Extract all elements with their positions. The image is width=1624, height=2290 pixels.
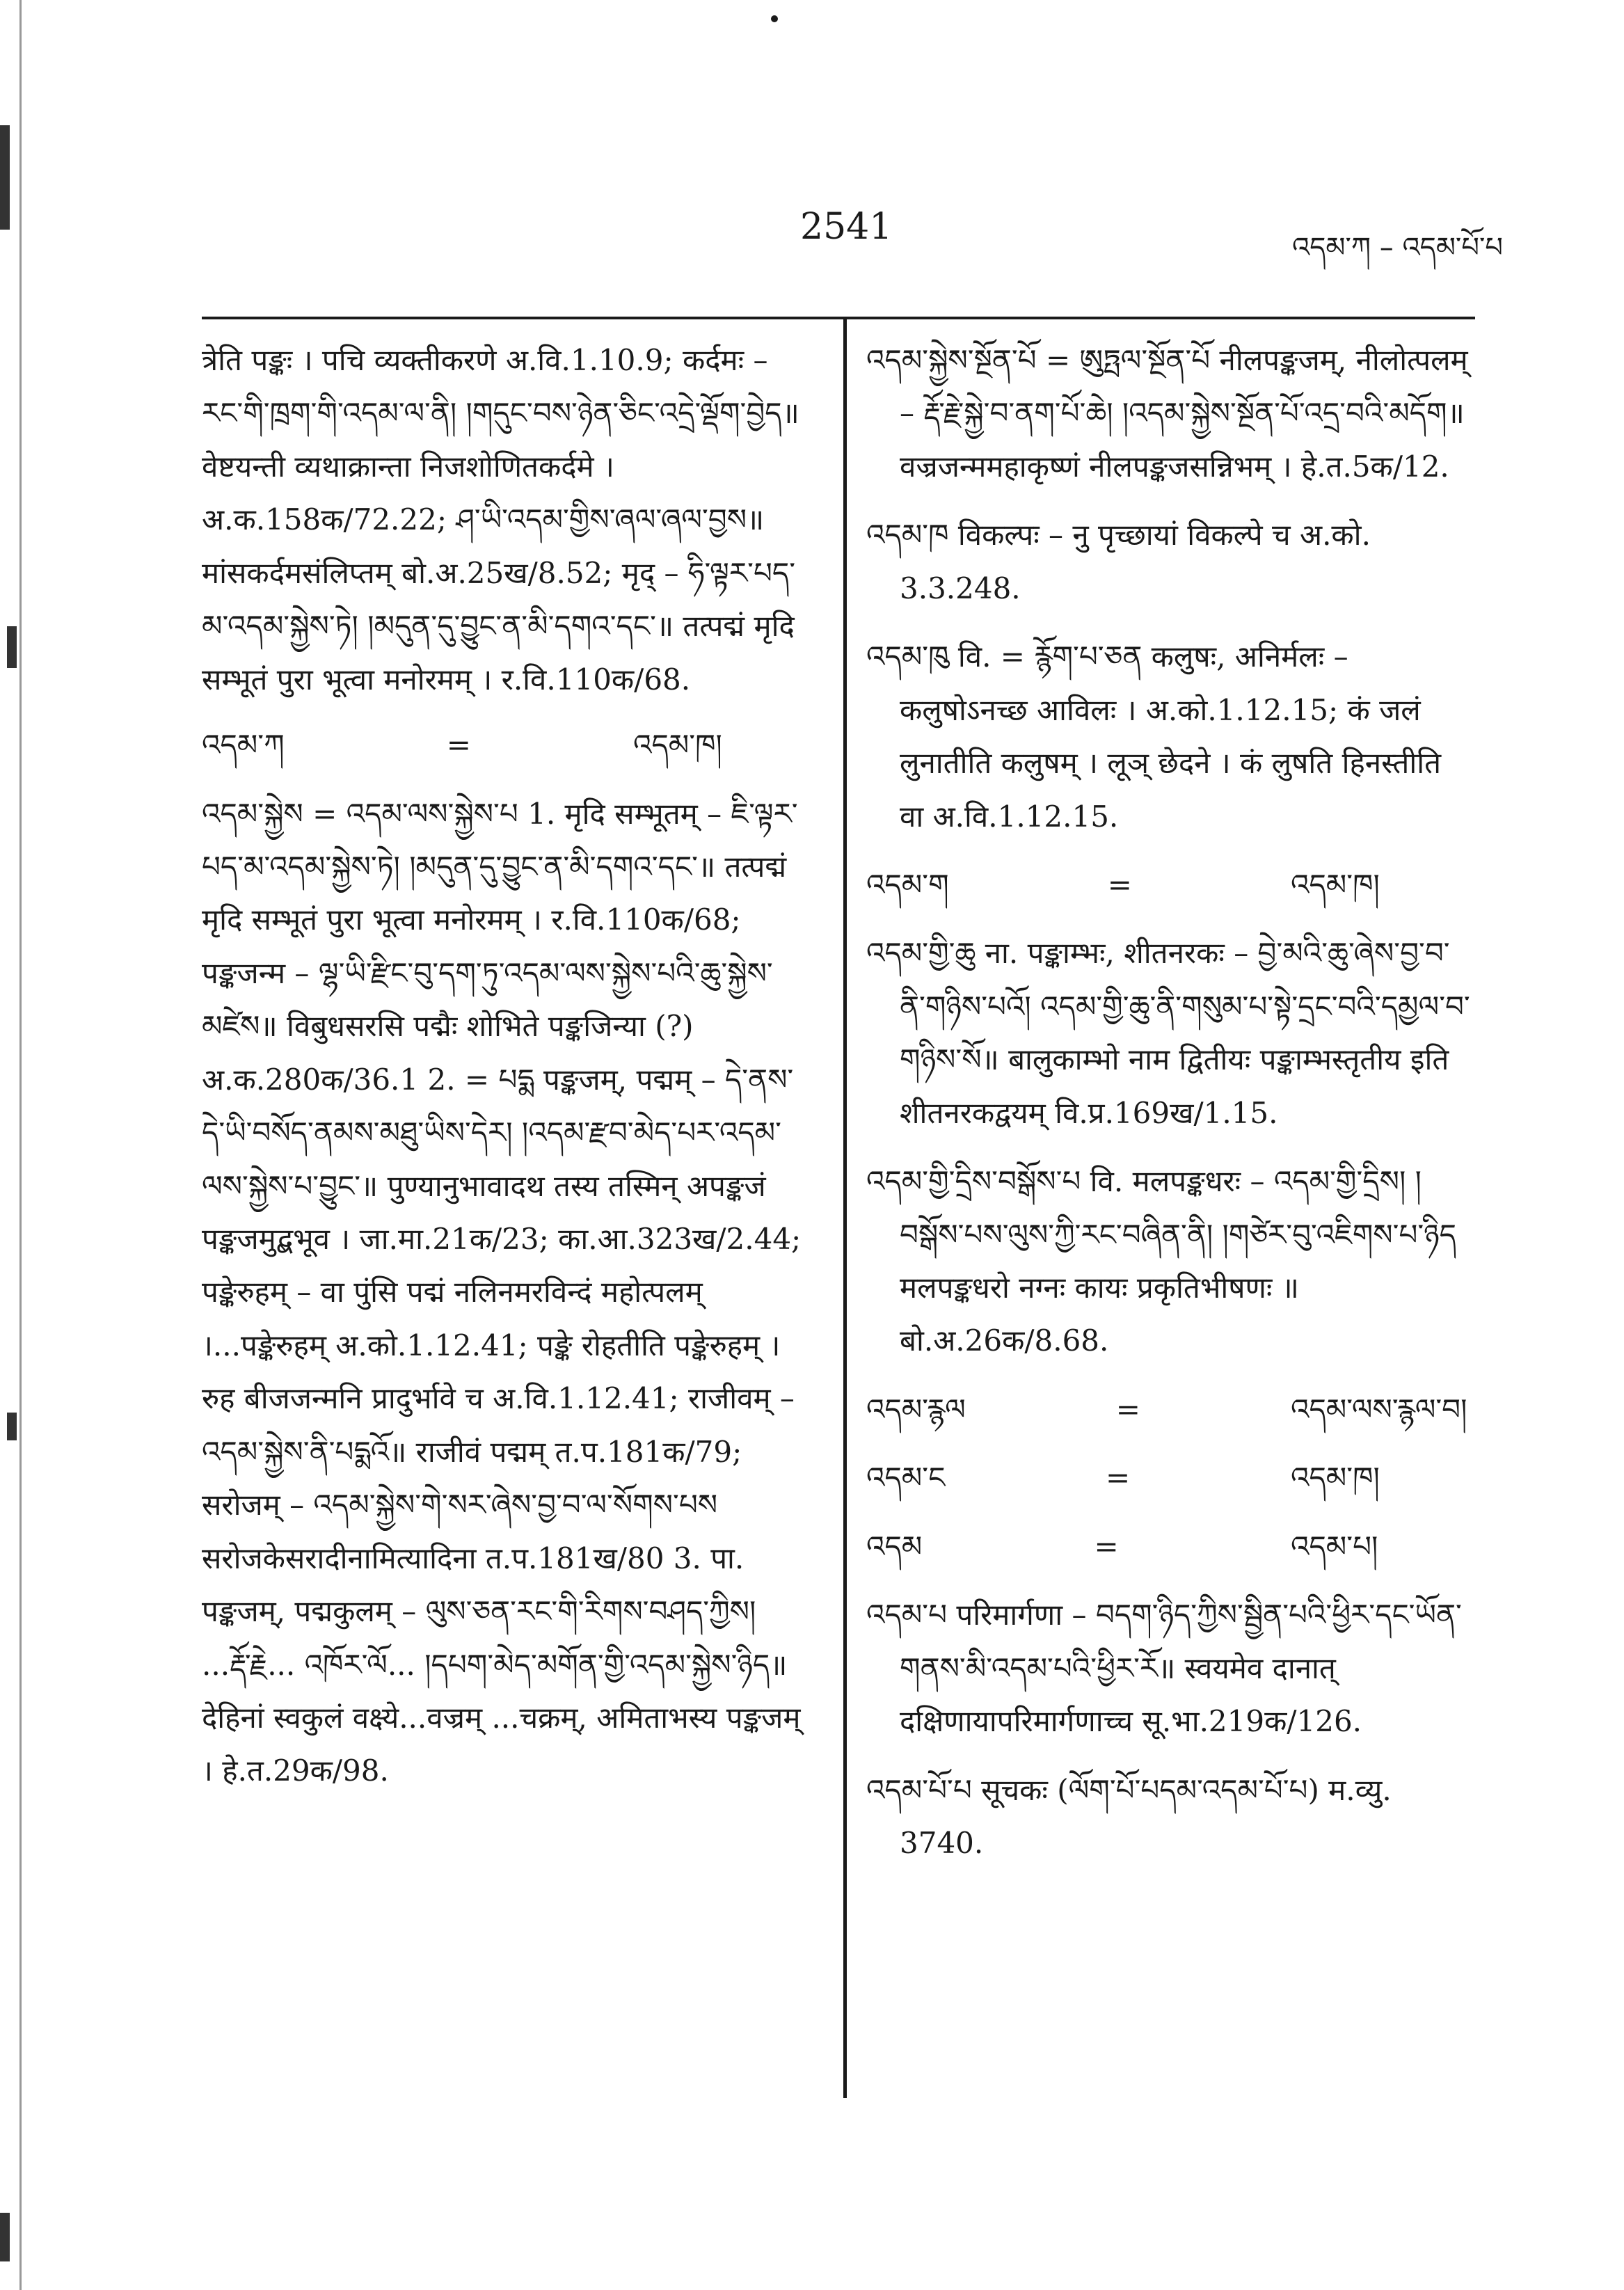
entry-dam-popa: འདམ་པོ་པ सूचकः (ལོག་པོ་པདམ་འདམ་པོ་པ) म.व्यु. 3740.	[866, 1772, 1392, 1860]
xref-equals: =	[1094, 1529, 1119, 1564]
xref-equals: =	[1115, 1392, 1140, 1426]
xref-head: འདམ་ཀ	[202, 728, 285, 763]
margin-mark-top	[0, 125, 10, 230]
entry-dam-kha: འདམ་ཁ विकल्पः – नु पृच्छायां विकल्पे च अ.को. 3.3.248.	[866, 518, 1371, 605]
xref-equals: =	[1106, 1461, 1131, 1495]
xref-head: འདམ་ང	[866, 1461, 946, 1495]
xref-target: འདམ་ཁ།	[1290, 1461, 1380, 1495]
entry-dam-khu: འདམ་ཁུ वि. = རྙོག་པ་ཅན कलुषः, अनिर्मलः – कलुषोऽनच्छ आविलः । अ.को.1.12.15; कं जलं लुनातीति कलुषम् । लूञ् छेदने । कं लुषति हिनस्तीति वा अ.वि.1.12.15.	[866, 639, 1442, 834]
left-column	[202, 334, 814, 1809]
running-head: འདམ་ཀ – འདམ་པོ་པ	[1292, 232, 1503, 264]
cross-reference	[202, 719, 814, 772]
scan-dot	[771, 15, 778, 22]
entry-dam-gyi-dris: འདམ་གྱི་དྲིས་བསྒོས་པ वि. मलपङ्कधरः – འདམ་གྱི་དྲིས། །བསྒོས་པས་ལུས་ཀྱི་རང་བཞིན་ནི། །གཙེར་བུ་འཇིགས་པ་ཉིད मलपङ्कधरो नग्नः कायः प्रकृतिभीषणः ॥ बो.अ.26क/8.68.	[866, 1164, 1456, 1358]
xref-target: འདམ་པ།	[1290, 1529, 1378, 1564]
xref-target: འདམ་ལས་རྙལ་བ།	[1291, 1392, 1467, 1426]
entry-dam-pa: འདམ་པ परिमार्गणा – བདག་ཉིད་ཀྱིས་སྦྱིན་པའི་ཕྱིར་དང་ཡོན་གནས་མི་འདམ་པའི་ཕྱིར་རོ॥ स्वयमेव दानात् दक्षिणायापरिमार्गणाच्च सू.भा.219क/126.	[866, 1598, 1462, 1739]
margin-mark-bottom	[0, 2213, 10, 2261]
cross-reference	[866, 859, 1472, 912]
xref-target: འདམ་ཁ།	[1291, 867, 1380, 902]
cross-reference	[866, 1520, 1472, 1573]
column-divider	[843, 317, 847, 2098]
continuation-text: त्रेति पङ्कः । पचि व्यक्तीकरणे अ.वि.1.10.9; कर्दमः – རང་གི་ཁྲག་གི་འདམ་ལ་ནི། །གདུང་བས་ཉེན་ཅིང་འདྲེ་ལྡོག་བྱེད॥ वेष्टयन्ती व्यथाक्रान्ता निजशोणितकर्दमे । अ.क.158क/72.22; ཤ་ཡི་འདམ་གྱིས་ཞལ་ཞལ་བྱས॥ मांसकर्दमसंलिप्तम् बो.अ.25ख/8.52; मृद् – ཧི་ལྟར་པད་མ་འདམ་སྐྱེས་ཏེ། །མདུན་དུ་བྱུང་ན་མི་དགའ་དང་॥ तत्पद्मं मृदि सम्भूतं पुरा भूत्वा मनोरमम् । र.वि.110क/68.	[202, 343, 799, 697]
cross-reference	[866, 1452, 1472, 1504]
xref-head: འདམ་རྙལ	[866, 1392, 966, 1426]
xref-equals: =	[446, 728, 471, 763]
xref-head: འདམ་ག	[866, 867, 949, 902]
xref-head: འདམ	[866, 1529, 923, 1564]
margin-mark-lower	[7, 1413, 17, 1440]
header-rule	[202, 317, 1475, 319]
margin-mark-middle	[7, 626, 17, 668]
xref-equals: =	[1107, 867, 1132, 902]
cross-reference	[866, 1383, 1472, 1436]
xref-target: འདམ་ཁ།	[633, 728, 722, 763]
right-column	[866, 334, 1472, 1885]
page-number: 2541	[800, 206, 893, 248]
entry-dam-skyes: འདམ་སྐྱེས = འདམ་ལས་སྐྱེས་པ 1. मृदि सम्भूतम् – ཇི་ལྟར་པད་མ་འདམ་སྐྱེས་ཏེ། །མདུན་དུ་བྱུང་ན་མི་དགའ་དང་॥ तत्पद्मं मृदि सम्भूतं पुरा भूत्वा मनोरमम् । र.वि.110क/68; पङ्कजन्म – ལྷ་ཡི་རྫིང་བུ་དག་ཏུ་འདམ་ལས་སྐྱེས་པའི་ཆུ་སྐྱེས་མཛེས॥ विबुधसरसि पद्मैः शोभिते पङ्कजिन्या (?) अ.क.280क/36.1 2. = པདྨ पङ्कजम्, पद्मम् – དེ་ནས་དེ་ཡི་བསོད་ནམས་མཐུ་ཡིས་དེར། །འདམ་རྫབ་མེད་པར་འདམ་ལས་སྐྱེས་པ་བྱུང་॥ पुण्यानुभावादथ तस्य तस्मिन् अपङ्कजं पङ्कजमुद्बभूव । जा.मा.21क/23; का.आ.323ख/2.44; पङ्केरुहम् – वा पुंसि पद्मं नलिनमरविन्दं महोत्पलम् ।...पङ्केरुहम् अ.को.1.12.41; पङ्के रोहतीति पङ्केरुहम् । रुह बीजजन्मनि प्रादुर्भावे च अ.वि.1.12.41; राजीवम् – འདམ་སྐྱེས་ནི་པདྨའོ॥ राजीवं पद्मम् त.प.181क/79; सरोजम् – འདམ་སྐྱེས་གེ་སར་ཞེས་བྱ་བ་ལ་སོགས་པས सरोजकेसरादीनामित्यादिना त.प.181ख/80 3. पा. पङ्कजम्, पद्मकुलम् – ལུས་ཅན་རང་གི་རིགས་བཤད་ཀྱིས། ...རྡོ་རྗེ... འཁོར་ལོ... །དཔག་མེད་མགོན་གྱི་འདམ་སྐྱེས་ཉིད॥ देहिनां स्वकुलं वक्ष्ये...वज्रम् ...चक्रम्, अमिताभस्य पङ्कजम् । हे.त.29क/98.	[202, 796, 802, 1788]
scan-edge-line	[19, 0, 22, 2290]
entry-dam-skyes-sngonpo: འདམ་སྐྱེས་སྔོན་པོ = ཨུཏྤལ་སྔོན་པོ नीलपङ्कजम्, नीलोत्पलम् – རྡོ་རྗེ་སྐྱེ་བ་ནག་པོ་ཆེ། །འདམ་སྐྱེས་སྔོན་པོ་འདྲ་བའི་མདོག॥ वज्रजन्ममहाकृष्णं नीलपङ्कजसन्निभम् । हे.त.5क/12.	[866, 343, 1468, 484]
entry-dam-gyi-chu: འདམ་གྱི་ཆུ ना. पङ्काम्भः, शीतनरकः – བྱེ་མའི་ཆུ་ཞེས་བྱ་བ་ནི་གཉིས་པའོ། འདམ་གྱི་ཆུ་ནི་གསུམ་པ་སྟེ་དྲང་བའི་དམྱལ་བ་གཉིས་སོ॥ बालुकाम्भो नाम द्वितीयः पङ्काम्भस्तृतीय इति शीतनरकद्वयम् वि.प्र.169ख/1.15.	[866, 936, 1470, 1130]
